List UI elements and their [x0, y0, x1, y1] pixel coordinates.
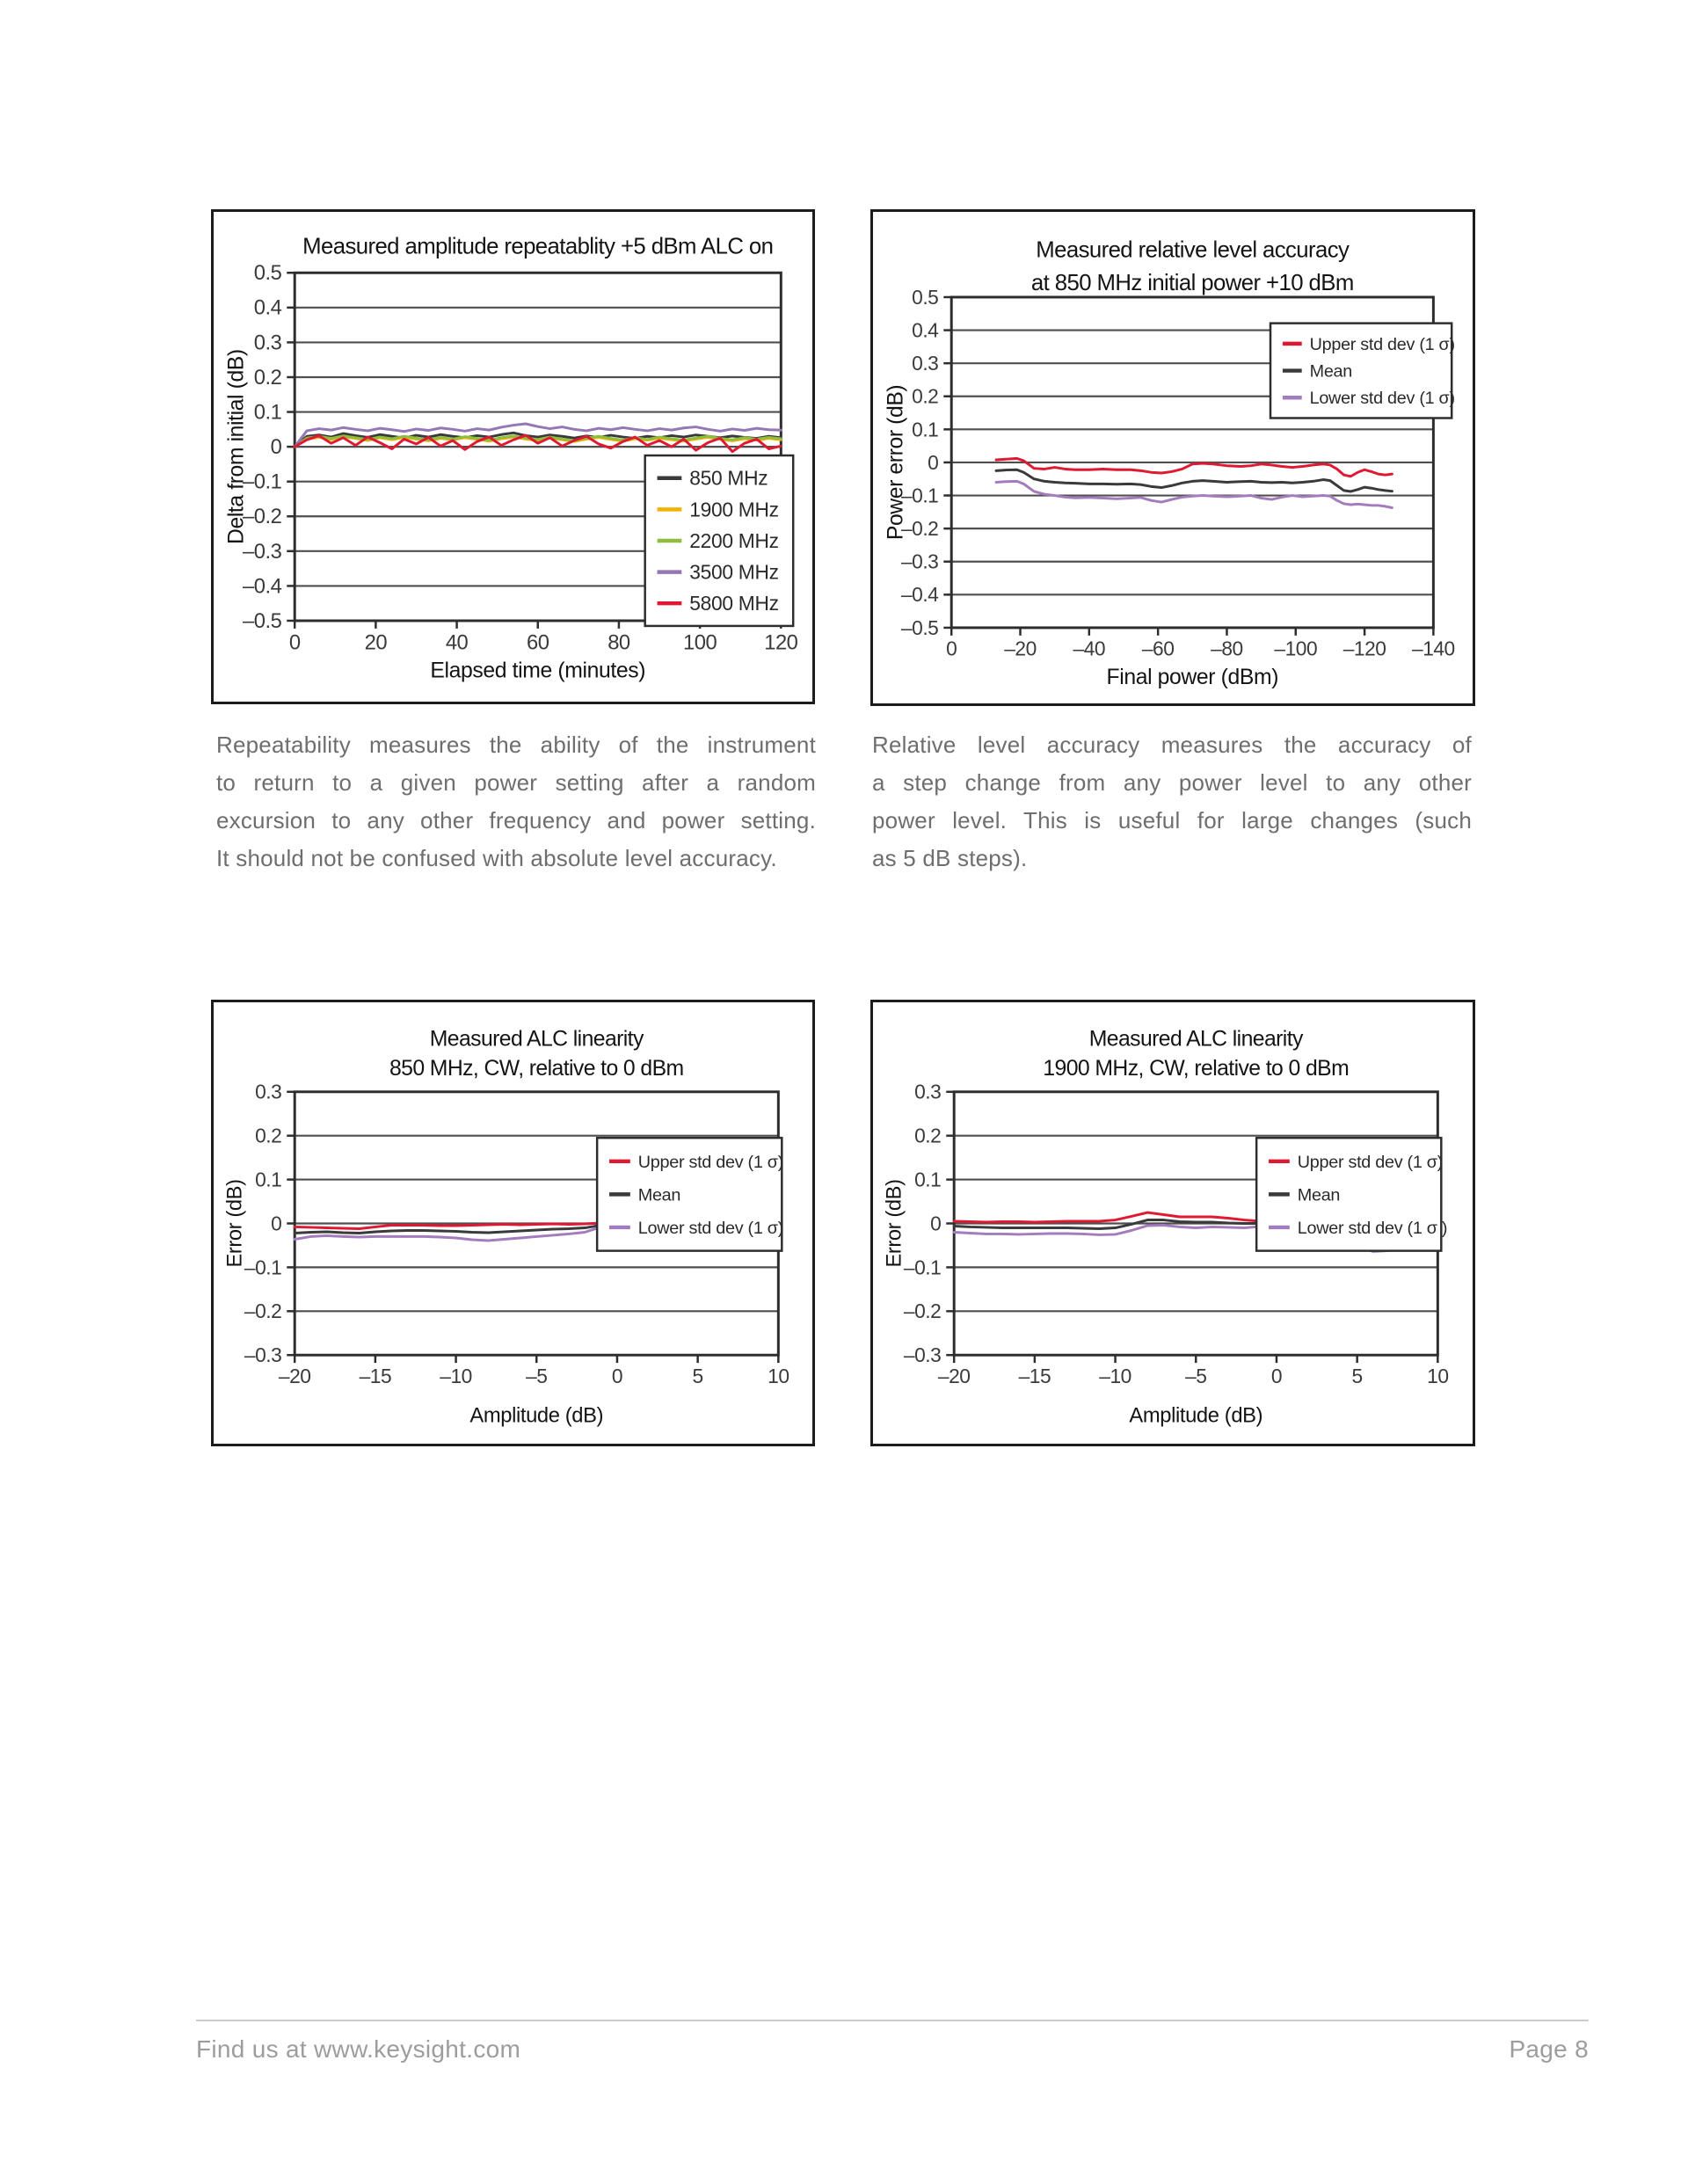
chart-title: Measured ALC linearity	[1088, 1027, 1303, 1052]
y-tick-label: 0.4	[912, 318, 939, 342]
y-tick-label: 0.1	[912, 418, 939, 441]
y-tick-label: –0.3	[243, 539, 282, 564]
y-tick-label: 0.1	[914, 1168, 942, 1191]
x-tick-label: –60	[1141, 637, 1175, 660]
y-tick-label: –0.1	[900, 484, 939, 507]
y-tick-label: 0	[928, 450, 939, 474]
alc-linearity-1900-chart-box	[870, 1000, 1475, 1446]
y-tick-label: –0.1	[243, 470, 282, 494]
y-tick-label: –0.2	[243, 505, 282, 529]
relative-level-accuracy-chart-box	[870, 209, 1475, 706]
y-tick-label: –0.3	[903, 1343, 942, 1367]
y-tick-label: –0.2	[903, 1299, 942, 1323]
x-tick-label: 0	[1270, 1364, 1283, 1387]
x-tick-label: –5	[1185, 1364, 1207, 1387]
x-tick-label: –140	[1412, 637, 1455, 660]
x-tick-label: 0	[288, 630, 301, 655]
x-tick-label: 20	[364, 630, 388, 655]
legend-label: Mean	[1309, 361, 1353, 382]
legend-label: 5800 MHz	[689, 592, 779, 615]
amplitude-repeatability-chart	[214, 212, 812, 702]
y-tick-label: 0.2	[912, 384, 939, 408]
x-tick-label: –15	[1018, 1364, 1051, 1387]
y-tick-label: –0.4	[243, 574, 282, 599]
y-tick-label: 0.3	[255, 1080, 282, 1103]
legend-label: Upper std dev (1 σ)	[637, 1152, 784, 1172]
y-tick-label: 0.1	[253, 400, 282, 425]
legend-label: Lower std dev (1 σ)	[637, 1218, 784, 1238]
y-axis-label: Error (dB)	[222, 1179, 247, 1268]
alc-linearity-850-chart-box	[211, 1000, 815, 1446]
x-tick-label: 0	[611, 1364, 623, 1387]
x-tick-label: 100	[683, 630, 717, 655]
chart-title: 850 MHz, CW, relative to 0 dBm	[389, 1057, 684, 1081]
x-tick-label: 80	[608, 630, 630, 655]
x-tick-label: 5	[1351, 1364, 1363, 1387]
x-tick-label: –5	[526, 1364, 548, 1387]
legend-label: Mean	[637, 1185, 681, 1205]
footer	[196, 2020, 1589, 2064]
y-tick-label: 0.3	[912, 352, 939, 375]
y-axis-label: Error (dB)	[882, 1179, 906, 1268]
legend-label: 3500 MHz	[689, 560, 779, 584]
alc-linearity-1900-chart	[873, 1002, 1473, 1444]
y-tick-label: –0.3	[900, 550, 939, 573]
y-tick-label: 0.2	[255, 1124, 282, 1147]
x-tick-label: –15	[359, 1364, 392, 1387]
y-tick-label: 0.2	[914, 1124, 942, 1147]
y-axis-label: Power error (dB)	[884, 384, 908, 541]
paragraph-line: a step change from any power level to any other	[872, 769, 1472, 796]
y-tick-label: 0.3	[914, 1080, 942, 1103]
paragraph-line: power level. This is useful for large changes (such	[872, 807, 1472, 834]
x-tick-label: 120	[764, 630, 798, 655]
x-axis-label: Amplitude (dB)	[469, 1403, 604, 1428]
paragraph-line: Repeatability measures the ability of the instrument	[216, 732, 816, 758]
chart-title: Measured amplitude repeatablity +5 dBm ALC on	[302, 234, 774, 259]
y-tick-label: 0	[271, 1212, 282, 1235]
x-tick-label: –100	[1274, 637, 1318, 660]
y-tick-label: 0.1	[255, 1168, 282, 1191]
x-tick-label: –10	[1099, 1364, 1131, 1387]
y-tick-label: –0.5	[900, 615, 939, 639]
y-tick-label: –0.5	[243, 608, 282, 633]
series-line	[996, 481, 1392, 507]
paragraph-line: It should not be confused with absolute level accuracy.	[216, 845, 777, 871]
x-tick-label: 40	[445, 630, 469, 655]
paragraph-line: excursion to any other frequency and power setting.	[216, 807, 816, 834]
y-tick-label: 0.3	[253, 331, 282, 355]
y-tick-label: 0.2	[253, 365, 282, 389]
relative-level-accuracy-chart	[873, 212, 1473, 703]
y-tick-label: –0.1	[903, 1256, 942, 1279]
x-tick-label: –120	[1342, 637, 1386, 660]
chart-title: at 850 MHz initial power +10 dBm	[1030, 271, 1354, 296]
y-tick-label: 0.5	[912, 285, 939, 309]
legend-label: Lower std dev (1 σ )	[1297, 1218, 1448, 1238]
legend-label: Mean	[1297, 1185, 1341, 1205]
paragraph-line: to return to a given power setting after a random	[216, 769, 816, 796]
legend-label: 850 MHz	[689, 466, 768, 490]
x-tick-label: 5	[692, 1364, 703, 1387]
y-axis-label: Delta from initial (dB)	[224, 349, 249, 544]
paragraph-line: as 5 dB steps).	[872, 845, 1028, 871]
amplitude-repeatability-chart-box	[211, 209, 815, 704]
series-line	[996, 458, 1392, 476]
x-tick-label: 60	[527, 630, 549, 655]
y-tick-label: 0.5	[253, 261, 282, 286]
y-tick-label: –0.1	[244, 1256, 282, 1279]
relative-level-accuracy-paragraph	[872, 726, 1472, 877]
x-tick-label: –80	[1211, 637, 1243, 660]
x-tick-label: 0	[946, 637, 957, 660]
y-tick-label: –0.2	[244, 1299, 282, 1323]
x-tick-label: –20	[937, 1364, 971, 1387]
chart-title: 1900 MHz, CW, relative to 0 dBm	[1043, 1057, 1350, 1081]
y-tick-label: 0	[270, 435, 282, 460]
chart-title: Measured ALC linearity	[429, 1027, 644, 1052]
repeatability-paragraph	[216, 726, 816, 877]
legend-label: Upper std dev (1 σ)	[1297, 1152, 1444, 1172]
y-tick-label: 0.4	[253, 295, 282, 320]
legend-label: 1900 MHz	[689, 498, 779, 521]
x-tick-label: –40	[1073, 637, 1106, 660]
x-tick-label: –10	[440, 1364, 472, 1387]
x-tick-label: 10	[768, 1364, 789, 1387]
legend-label: Lower std dev (1 σ)	[1309, 389, 1455, 409]
y-tick-label: –0.3	[244, 1343, 282, 1367]
chart-title: Measured relative level accuracy	[1036, 237, 1350, 263]
x-tick-label: –20	[1004, 637, 1037, 660]
x-axis-label: Final power (dBm)	[1106, 666, 1279, 690]
y-tick-label: –0.2	[900, 517, 939, 541]
series-line	[996, 470, 1392, 491]
paragraph-line: Relative level accuracy measures the accuracy of	[872, 732, 1472, 758]
x-axis-label: Amplitude (dB)	[1129, 1403, 1263, 1428]
footer-link[interactable]: Find us at www.keysight.com	[196, 2035, 521, 2063]
page-number: Page 8	[1509, 2035, 1589, 2063]
y-tick-label: –0.4	[900, 583, 939, 607]
alc-linearity-850-chart	[214, 1002, 812, 1444]
x-axis-label: Elapsed time (minutes)	[430, 659, 646, 683]
y-tick-label: 0	[930, 1212, 942, 1235]
legend-label: Upper std dev (1 σ)	[1309, 334, 1455, 354]
legend-label: 2200 MHz	[689, 528, 779, 552]
x-tick-label: 10	[1427, 1364, 1449, 1387]
x-tick-label: –20	[278, 1364, 311, 1387]
